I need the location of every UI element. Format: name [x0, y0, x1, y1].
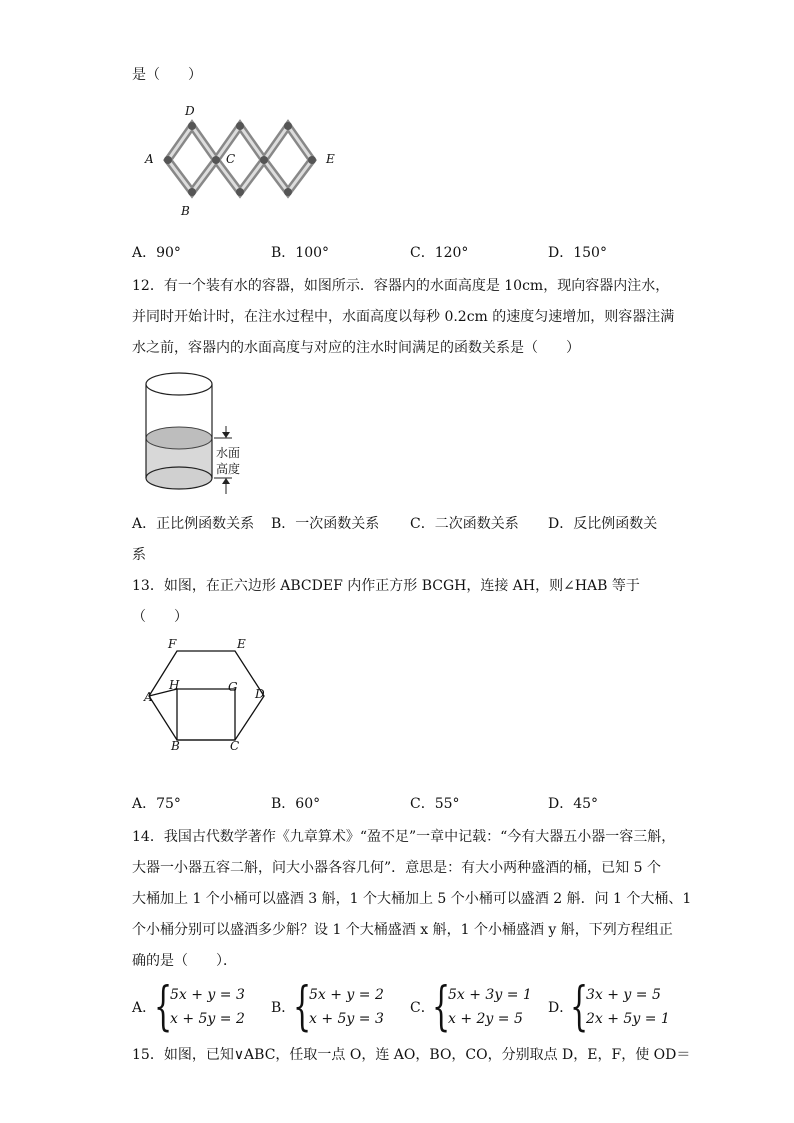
q12-line-2: 并同时开始计时，在注水过程中，水面高度以每秒 0.2cm 的速度匀速增加，则容器注满 — [132, 309, 675, 325]
lattice-diagram — [140, 104, 350, 220]
q13-option-a: A．75° — [132, 796, 181, 812]
q14-option-b-label: B． — [271, 1000, 296, 1016]
q11-option-a: A．90° — [132, 245, 181, 261]
q14-option-b-eq1: 5x + y = 2 — [309, 987, 384, 1003]
q14-option-b-eq2: x + 5y = 3 — [309, 1011, 384, 1027]
label-F: F — [168, 637, 177, 651]
rod-rhombus-2 — [216, 126, 264, 192]
q12-option-b: B．一次函数关系 — [271, 516, 380, 532]
label-G: G — [228, 680, 238, 694]
q13-option-c: C．55° — [410, 796, 460, 812]
q14-option-c-label: C． — [410, 1000, 435, 1016]
brace-d: { — [570, 977, 589, 1037]
label-A: A — [144, 690, 153, 704]
q12-line-3: 水之前，容器内的水面高度与对应的注水时间满足的函数关系是（ ） — [132, 340, 580, 356]
q13-option-b: B．60° — [271, 796, 321, 812]
q13-line-2: （ ） — [132, 609, 188, 625]
q14-option-d-eq1: 3x + y = 5 — [586, 987, 661, 1003]
label-D: D — [255, 687, 265, 701]
q11-option-c: C．120° — [410, 245, 469, 261]
label-C: C — [226, 152, 236, 166]
cylinder-diagram — [140, 368, 260, 498]
q13-line-1: 13．如图，在正六边形 ABCDEF 内作正方形 BCGH，连接 AH，则∠HAB 等于 — [132, 578, 640, 594]
label-E: E — [237, 637, 246, 651]
q12-cylinder-figure — [140, 368, 260, 498]
q12-option-d: D．反比例函数关 — [548, 516, 658, 532]
q11-option-d: D．150° — [548, 245, 607, 261]
q11-option-b: B．100° — [271, 245, 330, 261]
q11-lattice-figure — [140, 104, 350, 220]
q14-option-d-label: D． — [548, 1000, 574, 1016]
q14-line-2: 大器一小器五容二斛，问大小器各容几何”．意思是：有大小两种盛酒的桶，已知 5 个 — [132, 860, 661, 876]
rod-rhombus-1 — [168, 126, 216, 192]
q12-option-wrap: 系 — [132, 547, 146, 563]
q14-option-c-eq2: x + 2y = 5 — [448, 1011, 523, 1027]
label-A: A — [145, 152, 154, 166]
q14-line-3: 大桶加上 1 个小桶可以盛酒 3 斛，1 个大桶加上 5 个小桶可以盛酒 2 斛．问 1 个大桶、1 — [132, 891, 692, 907]
q14-line-5: 确的是（ ）． — [132, 953, 237, 969]
brace-c: { — [432, 977, 451, 1037]
brace-b: { — [293, 977, 312, 1037]
label-B: B — [171, 739, 180, 753]
q11-tail: 是（ ） — [132, 67, 202, 83]
q14-option-c-eq1: 5x + 3y = 1 — [448, 987, 532, 1003]
q12-option-a: A．正比例函数关系 — [132, 516, 255, 532]
q14-option-a-label: A． — [132, 1000, 157, 1016]
q14-option-d-eq2: 2x + 5y = 1 — [586, 1011, 670, 1027]
q12-line-1: 12．有一个装有水的容器，如图所示．容器内的水面高度是 10cm，现向容器内注水， — [132, 278, 670, 294]
q15-line-1: 15．如图，已知∨ABC，任取一点 O，连 AO，BO，CO，分别取点 D，E，F，使 OD＝ — [132, 1047, 691, 1063]
water-level-label-2: 高度 — [216, 462, 241, 476]
q13-option-d: D．45° — [548, 796, 599, 812]
label-D: D — [185, 104, 195, 118]
q12-option-c: C．二次函数关系 — [410, 516, 519, 532]
q14-option-a-eq2: x + 5y = 2 — [170, 1011, 245, 1027]
label-C: C — [230, 739, 240, 753]
label-E: E — [326, 152, 335, 166]
label-B: B — [181, 204, 190, 218]
q14-option-a-eq1: 5x + y = 3 — [170, 987, 245, 1003]
q13-hexagon-figure — [140, 634, 280, 756]
rod-rhombus-3 — [264, 126, 312, 192]
brace-a: { — [154, 977, 173, 1037]
q14-line-4: 个小桶分别可以盛酒多少斛？设 1 个大桶盛酒 x 斛，1 个小桶盛酒 y 斛，下列方程组正 — [132, 922, 673, 938]
water-level-label-1: 水面 — [216, 446, 241, 460]
q14-line-1: 14．我国古代数学著作《九章算术》“盈不足”一章中记载：“今有大器五小器一容三斛， — [132, 829, 676, 845]
label-H: H — [169, 678, 180, 692]
